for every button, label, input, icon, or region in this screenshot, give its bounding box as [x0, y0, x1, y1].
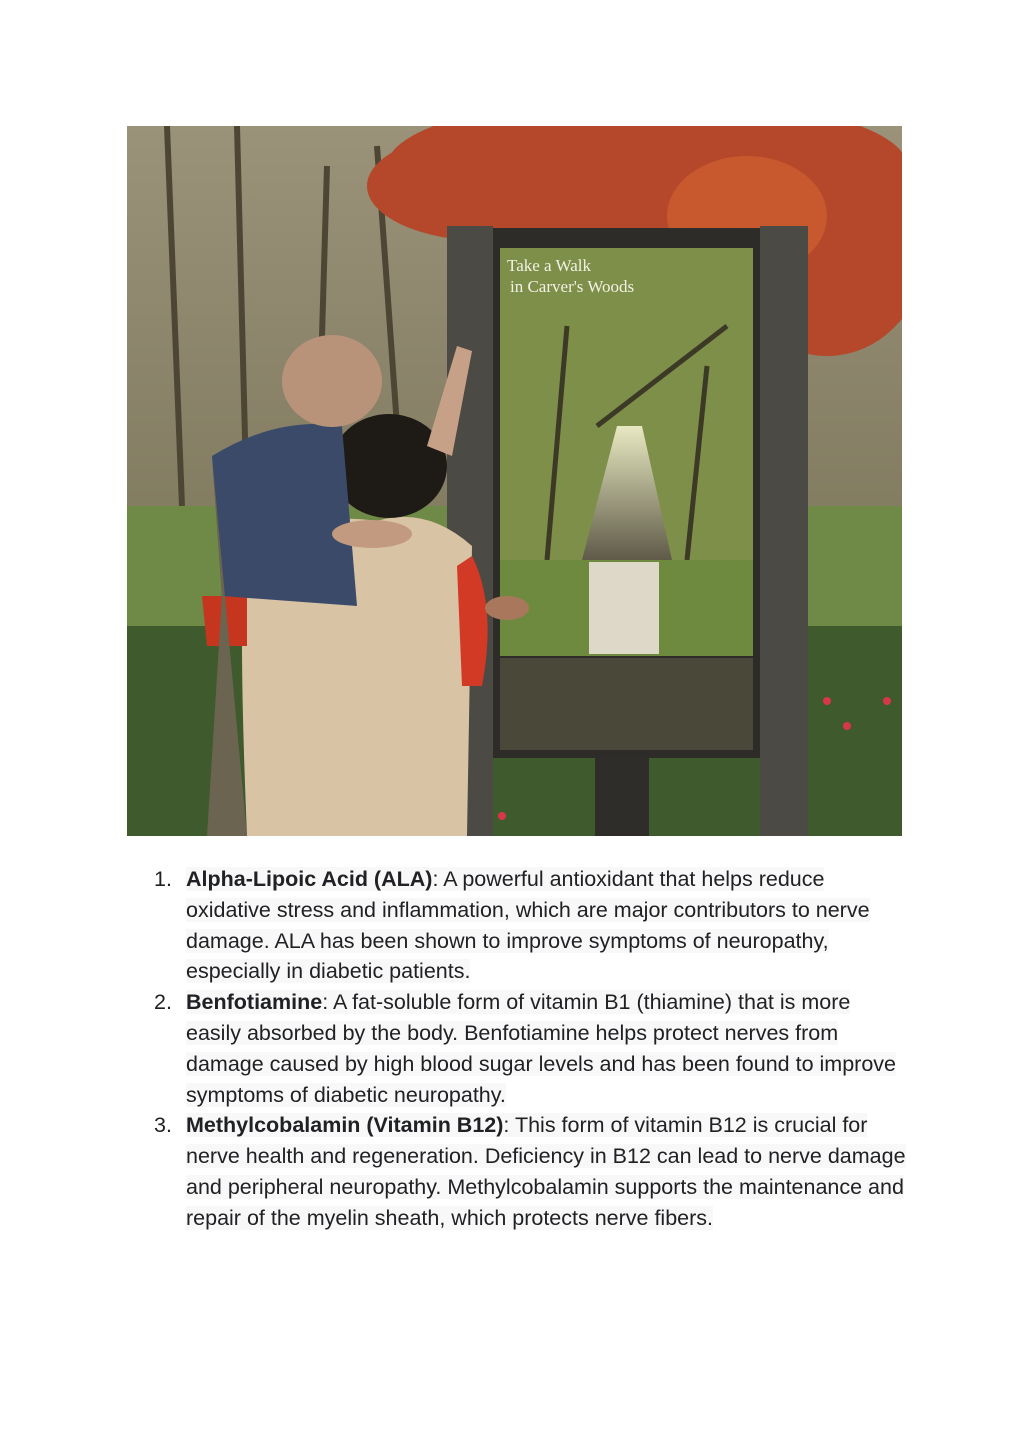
couple-at-trail-sign-photo — [127, 126, 902, 836]
list-item — [150, 987, 910, 1110]
list-number: 2. — [154, 990, 172, 1015]
supplement-name: Benfotiamine — [186, 990, 323, 1015]
supplement-description: : A powerful antioxidant that helps reduce oxidative stress and inflammation, which are major contributors to nerve damage. ALA has been shown to improve symptoms of neuropathy, especially in diabetic patients. — [186, 867, 870, 984]
sign-title-line1: Take a Walk — [507, 256, 591, 275]
supplement-list — [150, 864, 910, 1234]
list-number: 3. — [154, 1113, 172, 1138]
supplement-description: : A fat-soluble form of vitamin B1 (thiamine) that is more easily absorbed by the body. Benfotiamine helps protect nerves from damage caused by high blood sugar levels and has been found to improve symptoms of diabetic neuropathy. — [186, 990, 896, 1107]
list-number: 1. — [154, 867, 172, 891]
supplement-name: Methylcobalamin (Vitamin B12) — [186, 1113, 504, 1138]
list-item — [150, 1110, 910, 1233]
supplement-description: : This form of vitamin B12 is crucial for nerve health and regeneration. Deficiency in B12 can lead to nerve damage and peripheral neuropathy. Methylcobalamin supports the maintenance and repair of the myelin sheath, which protects nerve fibers. — [186, 1113, 906, 1230]
list-item — [150, 864, 910, 987]
supplement-name: Alpha-Lipoic Acid (ALA) — [186, 867, 433, 891]
sign-title-line2: in Carver's Woods — [510, 277, 635, 296]
